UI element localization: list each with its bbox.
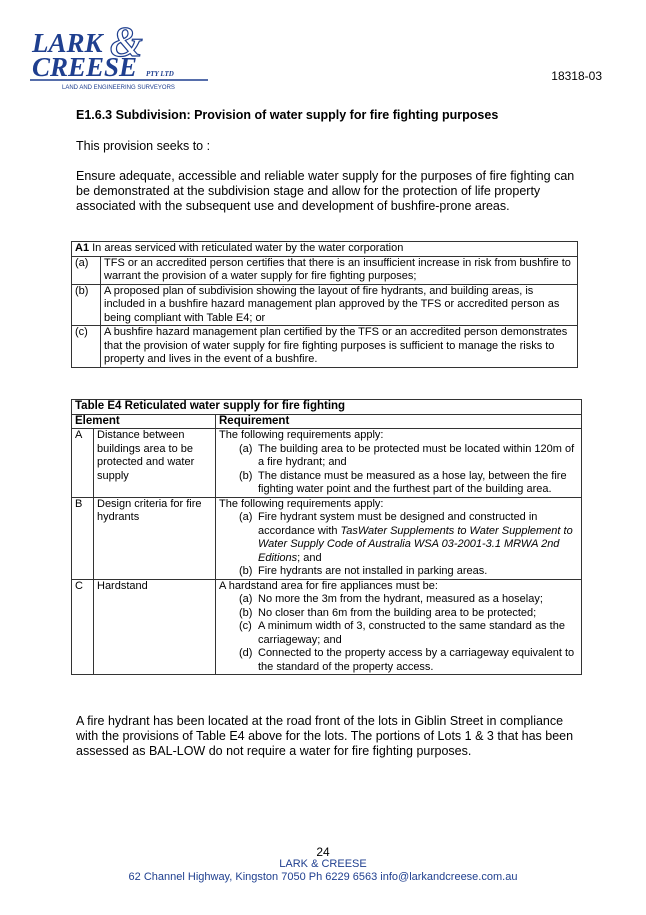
row-key: (a) — [72, 256, 101, 284]
list-item — [239, 593, 578, 607]
requirement-intro: The following requirements apply: — [219, 429, 384, 441]
page-number: 24 — [316, 845, 330, 859]
row-text: TFS or an accredited person certifies that there is an insufficient increase in risk from bushfire to warrant the provision of a water supply for fire fighting purposes; — [101, 256, 578, 284]
row-text: A proposed plan of subdivision showing the layout of fire hydrants, and building areas, is included in a bushfire hazard management plan approved by the TFS or accredited person as being compliant with Table E4; or — [101, 284, 578, 326]
logo-tagline: LAND AND ENGINEERING SURVEYORS — [62, 85, 175, 91]
requirement-list — [219, 443, 578, 497]
footer-contact: 62 Channel Highway, Kingston 7050 Ph 6229 6563 info@larkandcreese.com.au — [128, 871, 518, 883]
logo-ampersand: & — [110, 22, 143, 66]
company-logo — [28, 22, 210, 92]
list-text: Fire hydrants are not installed in parking areas. — [258, 565, 488, 577]
row-key: (b) — [72, 284, 101, 326]
row-requirement — [216, 429, 582, 498]
table-row — [72, 497, 582, 579]
list-marker: (c) — [239, 620, 252, 632]
requirement-list — [219, 511, 578, 579]
row-text: A bushfire hazard management plan certified by the TFS or an accredited person demonstrates that the provision of water supply for fire fighting purposes is sufficient to manage the risks to property and lives in the event of a bushfire. — [101, 326, 578, 368]
list-marker: (d) — [239, 647, 253, 659]
column-header-element: Element — [72, 414, 216, 429]
table-row — [72, 284, 578, 326]
table-header-row — [72, 414, 582, 429]
list-item — [239, 511, 578, 565]
list-marker: (b) — [239, 469, 253, 482]
column-header-requirement: Requirement — [216, 414, 582, 429]
logo-suffix: PTY LTD — [146, 70, 174, 78]
a1-label: A1 — [75, 242, 90, 254]
list-item — [239, 647, 578, 674]
row-element: Hardstand — [94, 579, 216, 675]
list-text: The distance must be measured as a hose lay, between the fire fighting water point and the furthest part of the building area. — [258, 469, 567, 495]
list-item — [239, 607, 578, 621]
row-requirement — [216, 497, 582, 579]
standard-reference: TasWater Supplements to Water Supplement to Water Supply Code of Australia WSA 03-2001-3.1 MRWA 2nd Editions — [258, 524, 573, 564]
list-item — [239, 443, 578, 470]
table-title-row — [72, 400, 582, 415]
table-row — [72, 579, 582, 675]
row-key: A — [72, 429, 94, 498]
row-key: B — [72, 497, 94, 579]
table-row — [72, 326, 578, 368]
list-text: No closer than 6m from the building area to be protected; — [258, 606, 537, 619]
list-text: Connected to the property access by a carriageway equivalent to the standard of the property access. — [258, 647, 575, 673]
table-row — [72, 242, 578, 257]
list-text-before: Fire hydrant system must be designed and constructed in accordance with — [258, 511, 538, 537]
section-title: E1.6.3 Subdivision: Provision of water supply for fire fighting purposes — [76, 108, 499, 122]
list-text-after: ; and — [297, 551, 322, 564]
list-marker: (b) — [239, 606, 253, 619]
row-element: Distance between buildings area to be protected and water supply — [94, 429, 216, 498]
a1-heading: In areas serviced with reticulated water by the water corporation — [89, 242, 404, 254]
footer-company: LARK & CREESE — [279, 858, 367, 870]
list-marker: (a) — [239, 593, 253, 605]
list-text: A minimum width of 3, constructed to the same standard as the carriageway; and — [258, 620, 565, 646]
table-e4-title: Table E4 Reticulated water supply for fire fighting — [72, 400, 582, 415]
list-item — [239, 470, 578, 497]
requirement-intro: A hardstand area for fire appliances must be: — [219, 579, 438, 592]
requirement-intro: The following requirements apply: — [219, 497, 384, 510]
list-text: No more the 3m from the hydrant, measured as a hoselay; — [258, 593, 543, 605]
row-key: C — [72, 579, 94, 675]
logo-creese: CREESE — [32, 52, 138, 82]
intro-text: This provision seeks to : — [76, 139, 211, 153]
row-element: Design criteria for fire hydrants — [94, 497, 216, 579]
objective-text: Ensure adequate, accessible and reliable water supply for the purposes of fire fighting can be demonstrated at the subdivision stage and allow for the protection of life property associated with the subsequent use and development of bushfire-prone areas. — [76, 169, 575, 213]
list-marker: (a) — [239, 511, 253, 523]
list-marker: (b) — [239, 565, 253, 577]
list-item — [239, 620, 578, 647]
list-marker: (a) — [239, 442, 253, 455]
table-e4 — [71, 399, 582, 675]
acceptable-solution-table — [71, 241, 578, 368]
requirement-list — [219, 593, 578, 674]
logo-lark: LARK — [32, 28, 103, 58]
row-requirement — [216, 579, 582, 675]
table-row — [72, 429, 582, 498]
conclusion-text: A fire hydrant has been located at the road front of the lots in Giblin Street in compliance with the provisions of Table E4 above for the lots. The portions of Lots 1 & 3 that has been assessed as BAL-LOW do not require a water for fire fighting purposes. — [76, 714, 574, 758]
list-item — [239, 565, 578, 579]
list-text: The building area to be protected must be located within 120m of a fire hydrant; and — [258, 442, 575, 468]
table-row — [72, 256, 578, 284]
document-number: 18318-03 — [551, 69, 602, 83]
row-key: (c) — [72, 326, 101, 368]
a1-heading-cell — [72, 242, 578, 257]
